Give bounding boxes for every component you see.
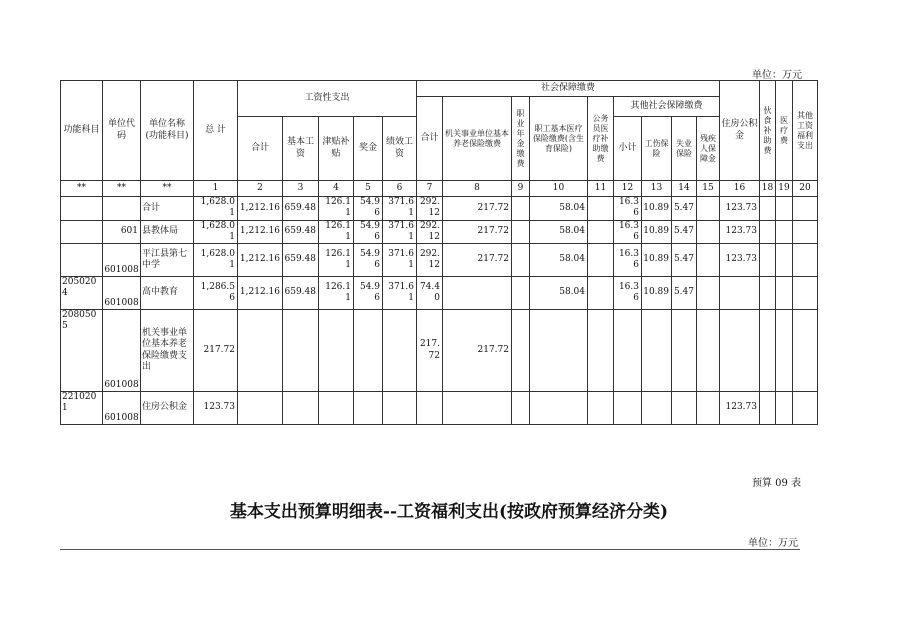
- value-cell: [614, 310, 642, 392]
- unit-name-cell: 住房公积金: [141, 392, 194, 425]
- value-cell: 123.73: [720, 197, 760, 221]
- value-cell: [588, 244, 614, 277]
- value-cell: 10.89: [642, 220, 672, 244]
- value-cell: [793, 220, 818, 244]
- header-unit-name: 单位名称 (功能科目): [141, 81, 194, 181]
- value-cell: [319, 310, 354, 392]
- header-total: 总 计: [194, 81, 238, 181]
- value-cell: 5.47: [672, 220, 697, 244]
- value-cell: 292.12: [417, 197, 443, 221]
- value-cell: 123.73: [720, 244, 760, 277]
- value-cell: [443, 392, 512, 425]
- header-unemployment: 失业保险: [672, 117, 697, 181]
- table-row: [61, 277, 818, 310]
- index-cell: 4: [319, 181, 354, 197]
- value-cell: [720, 277, 760, 310]
- header-civil-medical: 公务员医疗补助缴费: [588, 97, 614, 181]
- value-cell: 54.96: [354, 220, 383, 244]
- index-cell: **: [61, 181, 103, 197]
- value-cell: 126.11: [319, 277, 354, 310]
- index-cell: 1: [194, 181, 238, 197]
- value-cell: [697, 220, 720, 244]
- value-cell: 292.12: [417, 220, 443, 244]
- index-cell: **: [103, 181, 141, 197]
- header-meal: 伙食补助费: [760, 81, 776, 181]
- header-social-total: 合计: [417, 97, 443, 181]
- unit-label-bottom: 单位：万元: [748, 538, 798, 549]
- value-cell: [793, 244, 818, 277]
- value-cell: [283, 310, 319, 392]
- index-cell: 2: [238, 181, 283, 197]
- value-cell: [760, 277, 776, 310]
- value-cell: [614, 392, 642, 425]
- header-func-code: 功能科目: [61, 81, 103, 181]
- index-cell: 11: [588, 181, 614, 197]
- value-cell: [776, 197, 793, 221]
- value-cell: [776, 220, 793, 244]
- page-title: 基本支出预算明细表--工资福利支出(按政府预算经济分类): [229, 502, 669, 522]
- value-cell: [697, 392, 720, 425]
- unit-name-cell: 高中教育: [141, 277, 194, 310]
- value-cell: [354, 392, 383, 425]
- value-cell: [672, 310, 697, 392]
- value-cell: 217.72: [443, 310, 512, 392]
- divider: [60, 549, 800, 550]
- index-row: [61, 181, 818, 197]
- value-cell: [383, 310, 417, 392]
- value-cell: 16.36: [614, 220, 642, 244]
- index-cell: 3: [283, 181, 319, 197]
- unit-code-cell: [103, 197, 141, 221]
- value-cell: [760, 197, 776, 221]
- value-cell: [512, 392, 530, 425]
- value-cell: [383, 392, 417, 425]
- unit-name-cell: 县教体局: [141, 220, 194, 244]
- value-cell: [793, 277, 818, 310]
- index-cell: 18: [760, 181, 776, 197]
- value-cell: [238, 310, 283, 392]
- value-cell: 217.72: [443, 220, 512, 244]
- index-cell: 15: [697, 181, 720, 197]
- value-cell: 58.04: [530, 197, 588, 221]
- unit-name-cell: 合计: [141, 197, 194, 221]
- value-cell: [760, 244, 776, 277]
- value-cell: [760, 220, 776, 244]
- value-cell: [720, 310, 760, 392]
- index-cell: 8: [443, 181, 512, 197]
- value-cell: 54.96: [354, 277, 383, 310]
- value-cell: 58.04: [530, 244, 588, 277]
- value-cell: 659.48: [283, 244, 319, 277]
- value-cell: [238, 392, 283, 425]
- unit-code-cell: 601: [103, 220, 141, 244]
- value-cell: 371.61: [383, 220, 417, 244]
- value-cell: [760, 392, 776, 425]
- value-cell: 123.73: [720, 392, 760, 425]
- unit-code-cell: 601008: [103, 277, 141, 310]
- value-cell: 659.48: [283, 197, 319, 221]
- table-row: [61, 244, 818, 277]
- value-cell: [588, 392, 614, 425]
- value-cell: 126.11: [319, 197, 354, 221]
- header-salary-total: 合计: [238, 117, 283, 181]
- func-code-cell: [61, 220, 103, 244]
- value-cell: 1,628.01: [194, 197, 238, 221]
- value-cell: [512, 244, 530, 277]
- value-cell: [793, 197, 818, 221]
- header-basic-salary: 基本工资: [283, 117, 319, 181]
- header-bonus: 奖金: [354, 117, 383, 181]
- value-cell: [417, 392, 443, 425]
- index-cell: 20: [793, 181, 818, 197]
- value-cell: 217.72: [417, 310, 443, 392]
- value-cell: 292.12: [417, 244, 443, 277]
- index-cell: 19: [776, 181, 793, 197]
- func-code-cell: [61, 197, 103, 221]
- func-code-cell: 2050204: [61, 277, 103, 310]
- unit-code-cell: 601008: [103, 392, 141, 425]
- value-cell: [512, 277, 530, 310]
- value-cell: 371.61: [383, 197, 417, 221]
- value-cell: [697, 310, 720, 392]
- header-other-welfare: 其他工资福利支出: [793, 81, 818, 181]
- index-cell: 5: [354, 181, 383, 197]
- value-cell: [642, 310, 672, 392]
- value-cell: 10.89: [642, 197, 672, 221]
- value-cell: 659.48: [283, 277, 319, 310]
- header-disability: 残疾人保障金: [697, 117, 720, 181]
- value-cell: [512, 220, 530, 244]
- value-cell: [283, 392, 319, 425]
- value-cell: 1,628.01: [194, 220, 238, 244]
- value-cell: 1,212.16: [238, 244, 283, 277]
- unit-code-cell: 601008: [103, 244, 141, 277]
- header-social-group: 社会保障缴费: [417, 81, 720, 97]
- value-cell: 16.36: [614, 277, 642, 310]
- value-cell: [530, 310, 588, 392]
- table-row: [61, 197, 818, 221]
- header-injury: 工伤保险: [642, 117, 672, 181]
- value-cell: 16.36: [614, 197, 642, 221]
- header-salary-group: 工资性支出: [238, 81, 417, 117]
- index-cell: 6: [383, 181, 417, 197]
- value-cell: [512, 310, 530, 392]
- value-cell: [588, 277, 614, 310]
- value-cell: 659.48: [283, 220, 319, 244]
- value-cell: 5.47: [672, 197, 697, 221]
- table-row: [61, 220, 818, 244]
- value-cell: 16.36: [614, 244, 642, 277]
- value-cell: [776, 310, 793, 392]
- value-cell: [697, 197, 720, 221]
- value-cell: [512, 197, 530, 221]
- header-pension: 机关事业单位基本养老保险缴费: [443, 97, 512, 181]
- index-cell: 9: [512, 181, 530, 197]
- value-cell: 5.47: [672, 277, 697, 310]
- header-housing-fund: 住房公积金: [720, 81, 760, 181]
- value-cell: 1,212.16: [238, 277, 283, 310]
- value-cell: 217.72: [443, 244, 512, 277]
- header-medical-fee: 医疗费: [776, 81, 793, 181]
- value-cell: 58.04: [530, 220, 588, 244]
- index-cell: 12: [614, 181, 642, 197]
- value-cell: 371.61: [383, 277, 417, 310]
- table-row: [61, 392, 818, 425]
- unit-name-cell: 机关事业单位基本养老保险缴费支出: [141, 310, 194, 392]
- header-allowance: 津贴补贴: [319, 117, 354, 181]
- value-cell: [776, 277, 793, 310]
- unit-name-cell: 平江县第七中学: [141, 244, 194, 277]
- value-cell: 126.11: [319, 244, 354, 277]
- value-cell: [672, 392, 697, 425]
- value-cell: [443, 277, 512, 310]
- value-cell: 5.47: [672, 244, 697, 277]
- value-cell: [642, 392, 672, 425]
- value-cell: 217.72: [194, 310, 238, 392]
- value-cell: 123.73: [194, 392, 238, 425]
- func-code-cell: 2080505: [61, 310, 103, 392]
- value-cell: 54.96: [354, 197, 383, 221]
- index-cell: 13: [642, 181, 672, 197]
- value-cell: [319, 392, 354, 425]
- value-cell: [588, 220, 614, 244]
- index-cell: 16: [720, 181, 760, 197]
- value-cell: 54.96: [354, 244, 383, 277]
- form-number: 预算 09 表: [752, 478, 802, 489]
- value-cell: [588, 310, 614, 392]
- value-cell: [530, 392, 588, 425]
- value-cell: [793, 392, 818, 425]
- func-code-cell: [61, 244, 103, 277]
- unit-code-cell: 601008: [103, 310, 141, 392]
- header-occupational: 职业年金缴费: [512, 97, 530, 181]
- value-cell: [697, 277, 720, 310]
- header-other-subtotal: 小计: [614, 117, 642, 181]
- value-cell: 371.61: [383, 244, 417, 277]
- header-other-social-group: 其他社会保障缴费: [614, 97, 720, 117]
- header-medical: 职工基本医疗保险缴费(含生育保险): [530, 97, 588, 181]
- index-cell: 10: [530, 181, 588, 197]
- unit-label-top: 单位：万元: [752, 70, 802, 81]
- index-cell: **: [141, 181, 194, 197]
- value-cell: [776, 392, 793, 425]
- value-cell: 123.73: [720, 220, 760, 244]
- table-row: [61, 310, 818, 392]
- value-cell: 10.89: [642, 244, 672, 277]
- header-performance: 绩效工资: [383, 117, 417, 181]
- value-cell: [776, 244, 793, 277]
- value-cell: 1,628.01: [194, 244, 238, 277]
- value-cell: 10.89: [642, 277, 672, 310]
- value-cell: [793, 310, 818, 392]
- expenditure-table: [60, 80, 818, 425]
- value-cell: 1,286.56: [194, 277, 238, 310]
- value-cell: 217.72: [443, 197, 512, 221]
- value-cell: 1,212.16: [238, 220, 283, 244]
- value-cell: 58.04: [530, 277, 588, 310]
- value-cell: [697, 244, 720, 277]
- value-cell: 126.11: [319, 220, 354, 244]
- value-cell: [354, 310, 383, 392]
- value-cell: 74.40: [417, 277, 443, 310]
- index-cell: 7: [417, 181, 443, 197]
- index-cell: 14: [672, 181, 697, 197]
- value-cell: 1,212.16: [238, 197, 283, 221]
- func-code-cell: 2210201: [61, 392, 103, 425]
- header-unit-code: 单位代码: [103, 81, 141, 181]
- value-cell: [588, 197, 614, 221]
- value-cell: [760, 310, 776, 392]
